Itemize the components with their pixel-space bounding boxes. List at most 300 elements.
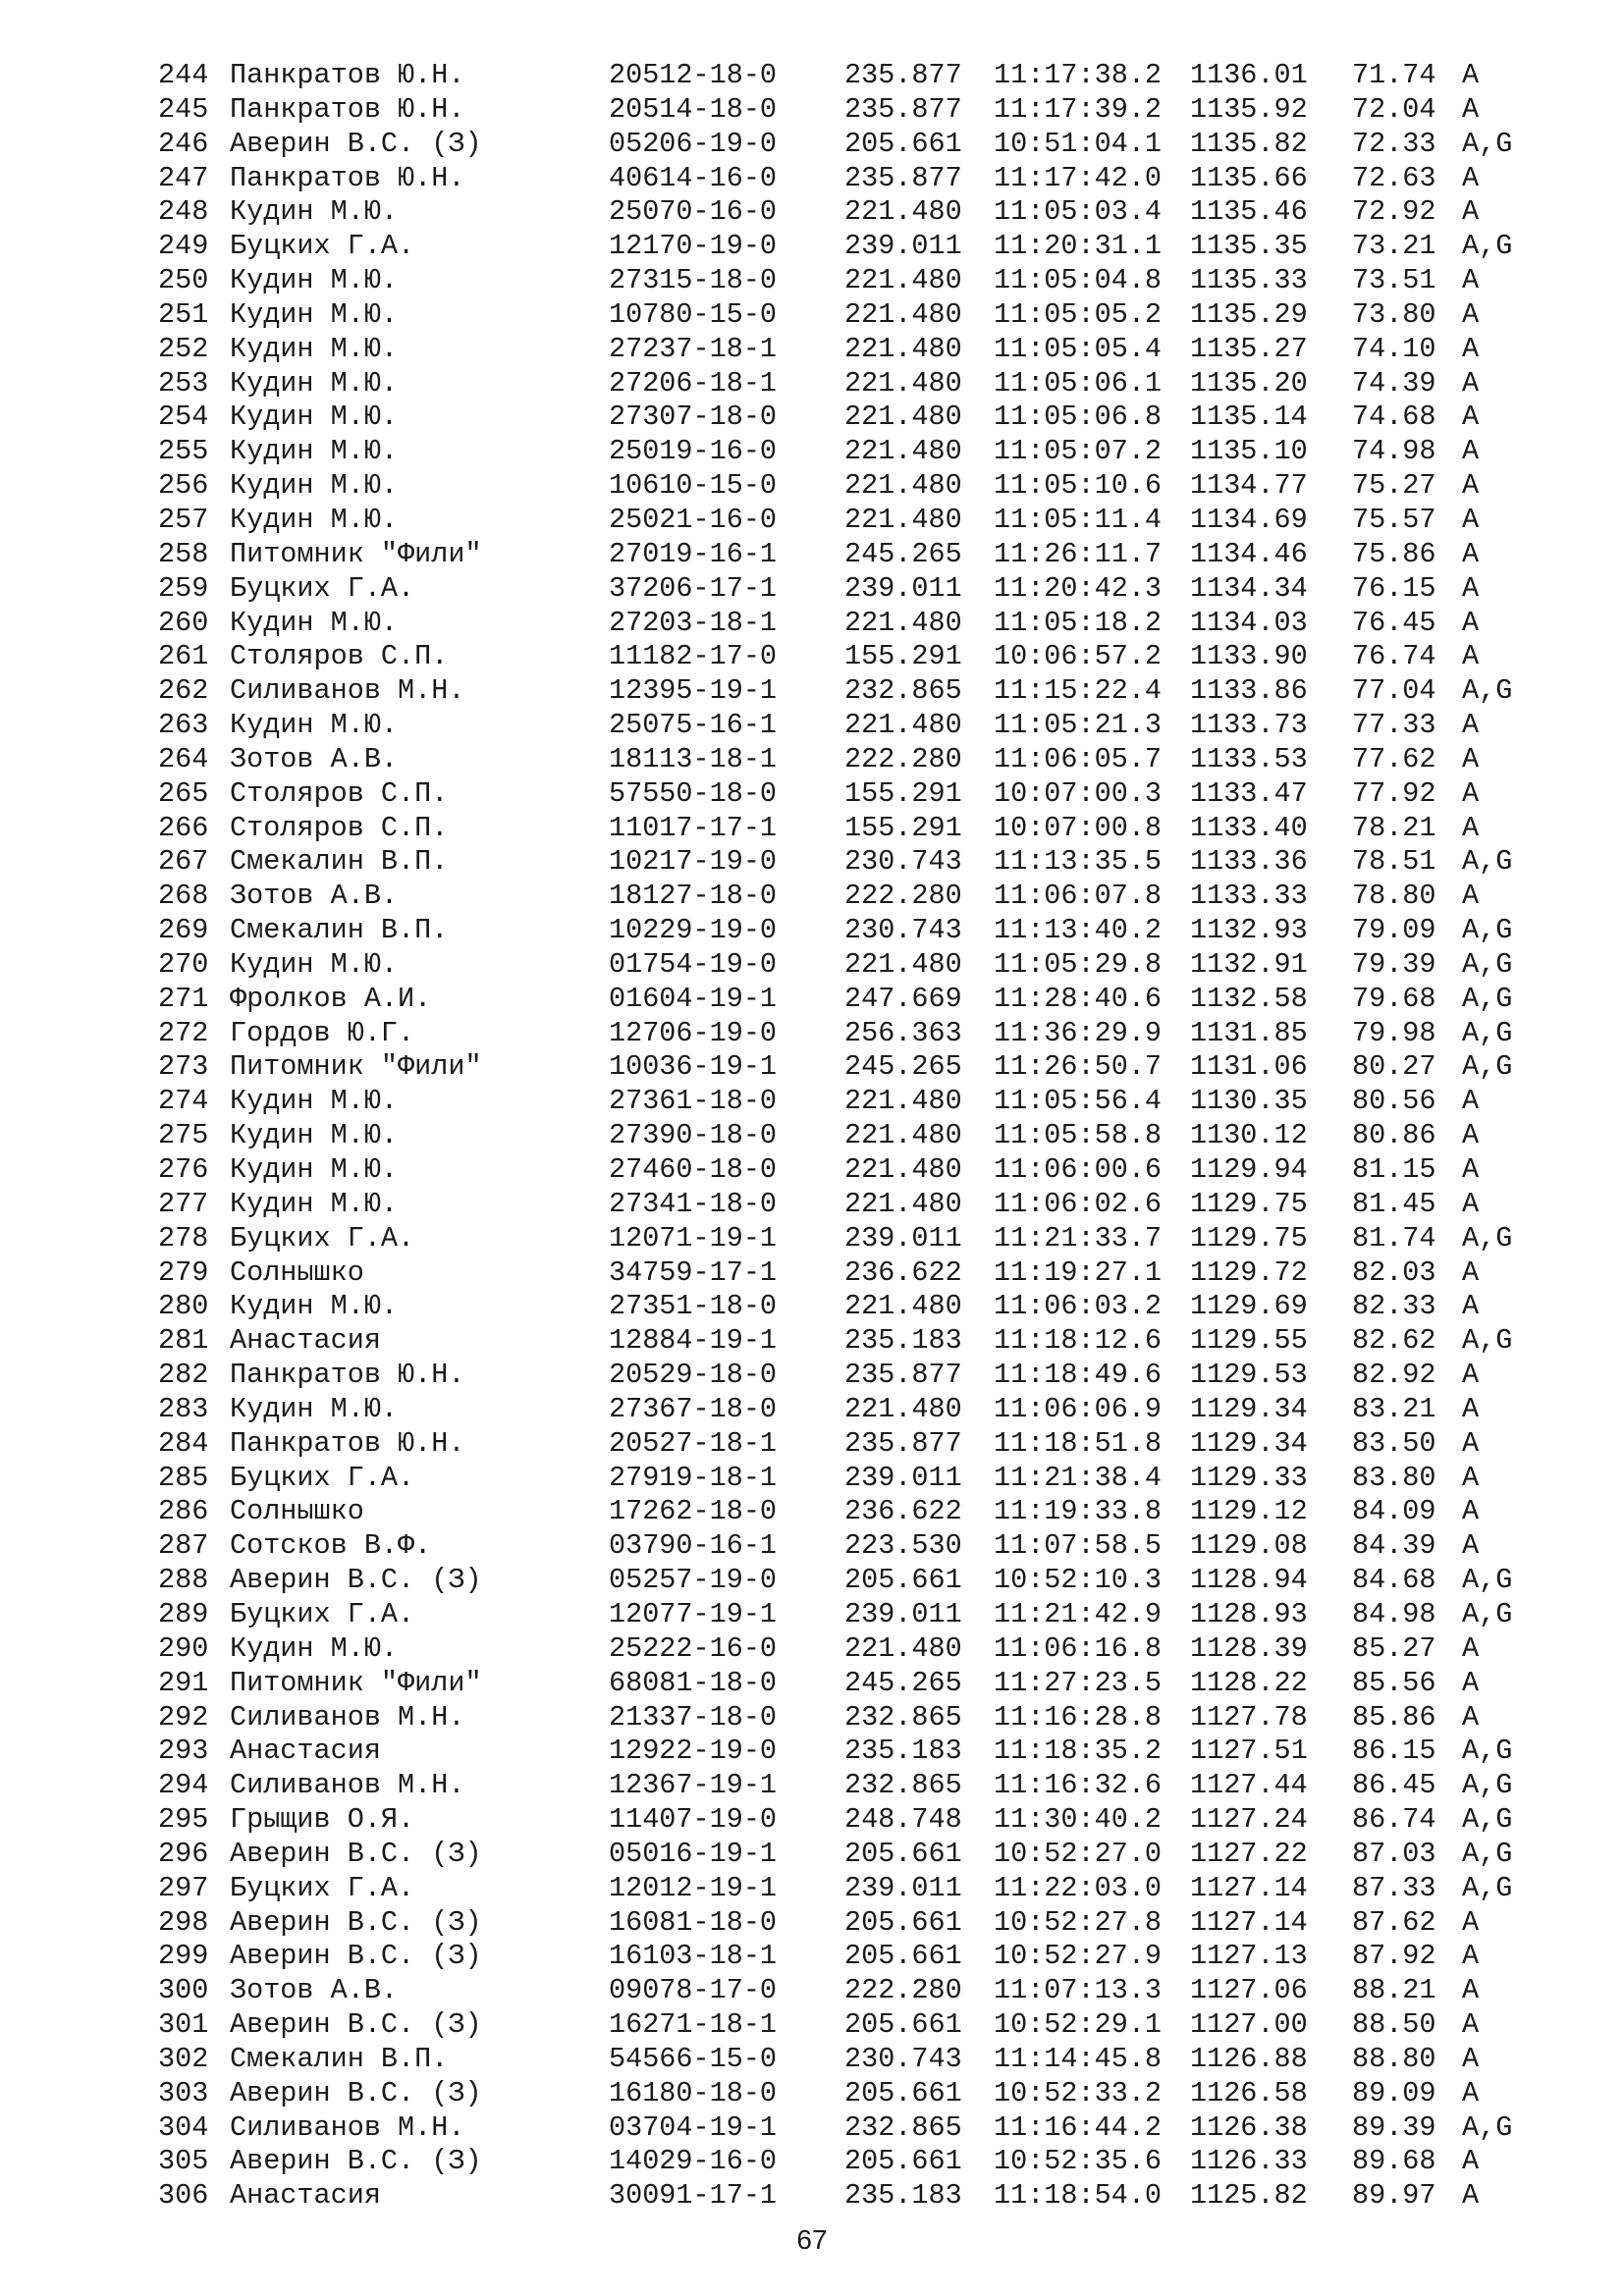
arrival-time: 11:17:42.0 [994,161,1163,194]
mark: A,G [1462,1324,1513,1358]
mark: A [1462,1085,1480,1118]
fancier-name: Кудин М.Ю. [230,264,399,297]
mark: A [1462,2179,1480,2213]
ring-number: 16081-18-0 [609,1905,778,1939]
coefficient: 79.98 [1352,1016,1436,1049]
row-number: 289 [158,1597,209,1630]
coefficient: 77.33 [1352,709,1436,742]
mark: A,G [1462,674,1513,708]
row-number: 278 [158,1221,209,1255]
distance: 221.480 [844,709,962,742]
speed: 1132.91 [1190,947,1308,981]
ring-number: 25070-16-0 [609,195,778,229]
ring-number: 21337-18-0 [609,1700,778,1734]
arrival-time: 11:19:33.8 [994,1495,1163,1528]
fancier-name: Кудин М.Ю. [230,1392,399,1425]
row-number: 281 [158,1324,209,1358]
fancier-name: Столяров С.П. [230,640,449,673]
arrival-time: 11:30:40.2 [994,1803,1163,1837]
coefficient: 77.92 [1352,776,1436,810]
table-row [158,572,1541,607]
arrival-time: 11:05:10.6 [994,469,1163,503]
distance: 235.877 [844,59,962,91]
table-row [158,195,1541,230]
ring-number: 37206-17-1 [609,571,778,605]
fancier-name: Кудин М.Ю. [230,1290,399,1323]
coefficient: 81.74 [1352,1221,1436,1255]
table-row [158,674,1541,709]
mark: A [1462,742,1480,775]
arrival-time: 11:05:58.8 [994,1119,1163,1152]
arrival-time: 11:17:39.2 [994,92,1163,126]
row-number: 298 [158,1905,209,1939]
fancier-name: Кудин М.Ю. [230,195,399,229]
distance: 221.480 [844,1085,962,1118]
arrival-time: 10:06:57.2 [994,640,1163,673]
ring-number: 54566-15-0 [609,2042,778,2075]
ring-number: 16180-18-0 [609,2076,778,2109]
mark: A [1462,1392,1480,1425]
speed: 1133.33 [1190,880,1308,913]
speed: 1127.78 [1190,1700,1308,1734]
speed: 1128.22 [1190,1666,1308,1699]
coefficient: 87.03 [1352,1837,1436,1870]
mark: A,G [1462,845,1513,879]
table-row [158,1598,1541,1632]
speed: 1127.44 [1190,1769,1308,1802]
coefficient: 73.21 [1352,230,1436,263]
row-number: 267 [158,845,209,879]
table-row [158,1735,1541,1769]
mark: A [1462,537,1480,570]
mark: A [1462,1461,1480,1494]
mark: A [1462,297,1480,331]
fancier-name: Силиванов М.Н. [230,1700,465,1734]
distance: 230.743 [844,845,962,879]
coefficient: 72.63 [1352,161,1436,194]
distance: 222.280 [844,1974,962,2007]
speed: 1127.51 [1190,1735,1308,1768]
coefficient: 85.27 [1352,1631,1436,1665]
coefficient: 86.45 [1352,1769,1436,1802]
coefficient: 78.51 [1352,845,1436,879]
coefficient: 79.68 [1352,982,1436,1015]
mark: A,G [1462,1735,1513,1768]
fancier-name: Аверин В.С. (З) [230,1564,482,1597]
fancier-name: Аверин В.С. (З) [230,1905,482,1939]
coefficient: 76.74 [1352,640,1436,673]
mark: A [1462,366,1480,400]
table-row [158,1838,1541,1872]
coefficient: 72.04 [1352,92,1436,126]
speed: 1135.35 [1190,230,1308,263]
speed: 1135.20 [1190,366,1308,400]
mark: A [1462,195,1480,229]
row-number: 258 [158,537,209,570]
mark: A,G [1462,1016,1513,1049]
row-number: 301 [158,2008,209,2042]
coefficient: 85.56 [1352,1666,1436,1699]
table-row [158,1974,1541,2008]
distance: 205.661 [844,127,962,160]
ring-number: 40614-16-0 [609,161,778,194]
mark: A [1462,1700,1480,1734]
table-row [158,1906,1541,1941]
distance: 221.480 [844,366,962,400]
ring-number: 20512-18-0 [609,59,778,91]
fancier-name: Аверин В.С. (З) [230,1837,482,1870]
ring-number: 01604-19-1 [609,982,778,1015]
row-number: 302 [158,2042,209,2075]
ring-number: 27460-18-0 [609,1153,778,1186]
speed: 1127.14 [1190,1871,1308,1904]
table-row [158,1769,1541,1803]
fancier-name: Сотсков В.Ф. [230,1529,432,1563]
row-number: 303 [158,2076,209,2109]
arrival-time: 10:52:27.9 [994,1940,1163,1973]
table-row [158,983,1541,1017]
coefficient: 73.80 [1352,297,1436,331]
fancier-name: Буцких Г.А. [230,230,415,263]
distance: 235.183 [844,1324,962,1358]
ring-number: 17262-18-0 [609,1495,778,1528]
ring-number: 12884-19-1 [609,1324,778,1358]
arrival-time: 11:18:51.8 [994,1426,1163,1460]
mark: A [1462,1290,1480,1323]
mark: A [1462,161,1480,194]
distance: 221.480 [844,435,962,468]
table-row [158,914,1541,948]
fancier-name: Зотов А.В. [230,880,399,913]
table-row [158,1256,1541,1291]
table-row [158,1803,1541,1838]
row-number: 305 [158,2145,209,2178]
row-number: 268 [158,880,209,913]
speed: 1129.12 [1190,1495,1308,1528]
table-row [158,1872,1541,1906]
ring-number: 11182-17-0 [609,640,778,673]
arrival-time: 11:06:03.2 [994,1290,1163,1323]
speed: 1127.24 [1190,1803,1308,1837]
arrival-time: 11:06:07.8 [994,880,1163,913]
row-number: 290 [158,1631,209,1665]
table-row [158,2008,1541,2043]
speed: 1135.10 [1190,435,1308,468]
speed: 1127.06 [1190,1974,1308,2007]
row-number: 272 [158,1016,209,1049]
ring-number: 20529-18-0 [609,1359,778,1392]
mark: A [1462,640,1480,673]
arrival-time: 11:05:29.8 [994,947,1163,981]
mark: A [1462,400,1480,434]
coefficient: 82.33 [1352,1290,1436,1323]
ring-number: 25222-16-0 [609,1631,778,1665]
results-table [158,59,1541,2214]
arrival-time: 11:05:18.2 [994,606,1163,639]
distance: 235.183 [844,2179,962,2213]
fancier-name: Аверин В.С. (З) [230,2008,482,2042]
speed: 1135.27 [1190,332,1308,365]
row-number: 250 [158,264,209,297]
distance: 221.480 [844,1392,962,1425]
arrival-time: 10:07:00.3 [994,776,1163,810]
distance: 239.011 [844,230,962,263]
coefficient: 79.39 [1352,947,1436,981]
row-number: 246 [158,127,209,160]
table-row [158,2111,1541,2146]
speed: 1127.14 [1190,1905,1308,1939]
table-row [158,607,1541,641]
distance: 239.011 [844,1461,962,1494]
row-number: 273 [158,1050,209,1084]
coefficient: 88.80 [1352,2042,1436,2075]
table-row [158,1393,1541,1427]
distance: 221.480 [844,1119,962,1152]
arrival-time: 11:36:29.9 [994,1016,1163,1049]
distance: 221.480 [844,264,962,297]
arrival-time: 11:20:42.3 [994,571,1163,605]
arrival-time: 11:06:16.8 [994,1631,1163,1665]
distance: 245.265 [844,1666,962,1699]
arrival-time: 11:07:58.5 [994,1529,1163,1563]
row-number: 265 [158,776,209,810]
table-row [158,128,1541,162]
coefficient: 79.09 [1352,914,1436,947]
mark: A,G [1462,1837,1513,1870]
table-row [158,1359,1541,1393]
row-number: 254 [158,400,209,434]
speed: 1133.40 [1190,811,1308,844]
coefficient: 84.68 [1352,1564,1436,1597]
coefficient: 89.39 [1352,2110,1436,2144]
speed: 1129.55 [1190,1324,1308,1358]
arrival-time: 11:05:05.4 [994,332,1163,365]
arrival-time: 11:05:21.3 [994,709,1163,742]
speed: 1127.22 [1190,1837,1308,1870]
mark: A [1462,1940,1480,1973]
fancier-name: Кудин М.Ю. [230,1119,399,1152]
arrival-time: 10:52:35.6 [994,2145,1163,2178]
speed: 1129.75 [1190,1187,1308,1220]
row-number: 248 [158,195,209,229]
ring-number: 27341-18-0 [609,1187,778,1220]
coefficient: 89.68 [1352,2145,1436,2178]
arrival-time: 11:05:11.4 [994,503,1163,536]
arrival-time: 11:20:31.1 [994,230,1163,263]
coefficient: 75.57 [1352,503,1436,536]
speed: 1129.69 [1190,1290,1308,1323]
speed: 1126.58 [1190,2076,1308,2109]
fancier-name: Кудин М.Ю. [230,1631,399,1665]
arrival-time: 11:05:06.8 [994,400,1163,434]
coefficient: 74.39 [1352,366,1436,400]
mark: A [1462,469,1480,503]
fancier-name: Столяров С.П. [230,811,449,844]
coefficient: 87.62 [1352,1905,1436,1939]
ring-number: 12170-19-0 [609,230,778,263]
row-number: 285 [158,1461,209,1494]
coefficient: 84.09 [1352,1495,1436,1528]
mark: A [1462,1631,1480,1665]
fancier-name: Смекалин В.П. [230,914,449,947]
ring-number: 10217-19-0 [609,845,778,879]
fancier-name: Кудин М.Ю. [230,366,399,400]
row-number: 249 [158,230,209,263]
table-row [158,93,1541,128]
speed: 1133.90 [1190,640,1308,673]
row-number: 294 [158,1769,209,1802]
ring-number: 10610-15-0 [609,469,778,503]
speed: 1135.14 [1190,400,1308,434]
row-number: 247 [158,161,209,194]
table-row [158,640,1541,674]
ring-number: 14029-16-0 [609,2145,778,2178]
arrival-time: 11:06:05.7 [994,742,1163,775]
ring-number: 25019-16-0 [609,435,778,468]
coefficient: 82.62 [1352,1324,1436,1358]
table-row [158,1324,1541,1359]
coefficient: 76.45 [1352,606,1436,639]
arrival-time: 11:05:06.1 [994,366,1163,400]
fancier-name: Силиванов М.Н. [230,674,465,708]
arrival-time: 11:28:40.6 [994,982,1163,1015]
fancier-name: Питомник "Фили" [230,1666,482,1699]
ring-number: 27019-16-1 [609,537,778,570]
table-row [158,1667,1541,1701]
fancier-name: Питомник "Фили" [230,1050,482,1084]
fancier-name: Гордов Ю.Г. [230,1016,415,1049]
arrival-time: 11:21:33.7 [994,1221,1163,1255]
mark: A,G [1462,982,1513,1015]
table-row [158,230,1541,264]
distance: 222.280 [844,880,962,913]
mark: A,G [1462,1871,1513,1904]
coefficient: 72.92 [1352,195,1436,229]
ring-number: 11017-17-1 [609,811,778,844]
speed: 1129.33 [1190,1461,1308,1494]
arrival-time: 11:21:38.4 [994,1461,1163,1494]
speed: 1133.53 [1190,742,1308,775]
arrival-time: 11:06:00.6 [994,1153,1163,1186]
coefficient: 87.33 [1352,1871,1436,1904]
row-number: 255 [158,435,209,468]
distance: 155.291 [844,811,962,844]
ring-number: 01754-19-0 [609,947,778,981]
speed: 1133.73 [1190,709,1308,742]
row-number: 293 [158,1735,209,1768]
ring-number: 12367-19-1 [609,1769,778,1802]
row-number: 262 [158,674,209,708]
coefficient: 73.51 [1352,264,1436,297]
arrival-time: 11:06:02.6 [994,1187,1163,1220]
speed: 1135.29 [1190,297,1308,331]
mark: A [1462,571,1480,605]
table-row [158,1564,1541,1598]
fancier-name: Смекалин В.П. [230,845,449,879]
distance: 235.877 [844,92,962,126]
coefficient: 89.09 [1352,2076,1436,2109]
mark: A [1462,606,1480,639]
table-row [158,1188,1541,1222]
arrival-time: 11:07:13.3 [994,1974,1163,2007]
row-number: 261 [158,640,209,673]
arrival-time: 11:16:32.6 [994,1769,1163,1802]
ring-number: 16271-18-1 [609,2008,778,2042]
speed: 1128.94 [1190,1564,1308,1597]
arrival-time: 11:05:07.2 [994,435,1163,468]
table-row [158,1529,1541,1564]
fancier-name: Силиванов М.Н. [230,1769,465,1802]
row-number: 275 [158,1119,209,1152]
ring-number: 20527-18-1 [609,1426,778,1460]
arrival-time: 11:18:49.6 [994,1359,1163,1392]
mark: A,G [1462,914,1513,947]
mark: A [1462,503,1480,536]
distance: 221.480 [844,469,962,503]
fancier-name: Кудин М.Ю. [230,332,399,365]
table-row [158,1495,1541,1529]
row-number: 244 [158,59,209,91]
distance: 239.011 [844,1221,962,1255]
distance: 205.661 [844,2145,962,2178]
fancier-name: Панкратов Ю.Н. [230,92,465,126]
arrival-time: 11:13:35.5 [994,845,1163,879]
ring-number: 10229-19-0 [609,914,778,947]
ring-number: 09078-17-0 [609,1974,778,2007]
ring-number: 18127-18-0 [609,880,778,913]
coefficient: 75.27 [1352,469,1436,503]
ring-number: 03704-19-1 [609,2110,778,2144]
table-row [158,948,1541,983]
table-row [158,435,1541,469]
arrival-time: 11:19:27.1 [994,1255,1163,1289]
speed: 1131.06 [1190,1050,1308,1084]
fancier-name: Буцких Г.А. [230,1871,415,1904]
ring-number: 12077-19-1 [609,1597,778,1630]
table-row [158,1632,1541,1667]
fancier-name: Панкратов Ю.Н. [230,59,465,91]
fancier-name: Буцких Г.А. [230,1597,415,1630]
fancier-name: Аверин В.С. (З) [230,2145,482,2178]
row-number: 292 [158,1700,209,1734]
row-number: 304 [158,2110,209,2144]
arrival-time: 10:52:27.8 [994,1905,1163,1939]
fancier-name: Буцких Г.А. [230,1221,415,1255]
arrival-time: 11:05:56.4 [994,1085,1163,1118]
coefficient: 80.56 [1352,1085,1436,1118]
table-row [158,1153,1541,1188]
coefficient: 86.74 [1352,1803,1436,1837]
ring-number: 57550-18-0 [609,776,778,810]
ring-number: 27361-18-0 [609,1085,778,1118]
distance: 221.480 [844,606,962,639]
speed: 1126.38 [1190,2110,1308,2144]
speed: 1135.33 [1190,264,1308,297]
coefficient: 88.21 [1352,1974,1436,2007]
mark: A [1462,264,1480,297]
arrival-time: 11:16:28.8 [994,1700,1163,1734]
distance: 155.291 [844,776,962,810]
coefficient: 75.86 [1352,537,1436,570]
distance: 230.743 [844,2042,962,2075]
arrival-time: 11:26:11.7 [994,537,1163,570]
table-row [158,538,1541,572]
mark: A,G [1462,1769,1513,1802]
speed: 1128.93 [1190,1597,1308,1630]
arrival-time: 11:06:06.9 [994,1392,1163,1425]
arrival-time: 11:15:22.4 [994,674,1163,708]
fancier-name: Панкратов Ю.Н. [230,161,465,194]
